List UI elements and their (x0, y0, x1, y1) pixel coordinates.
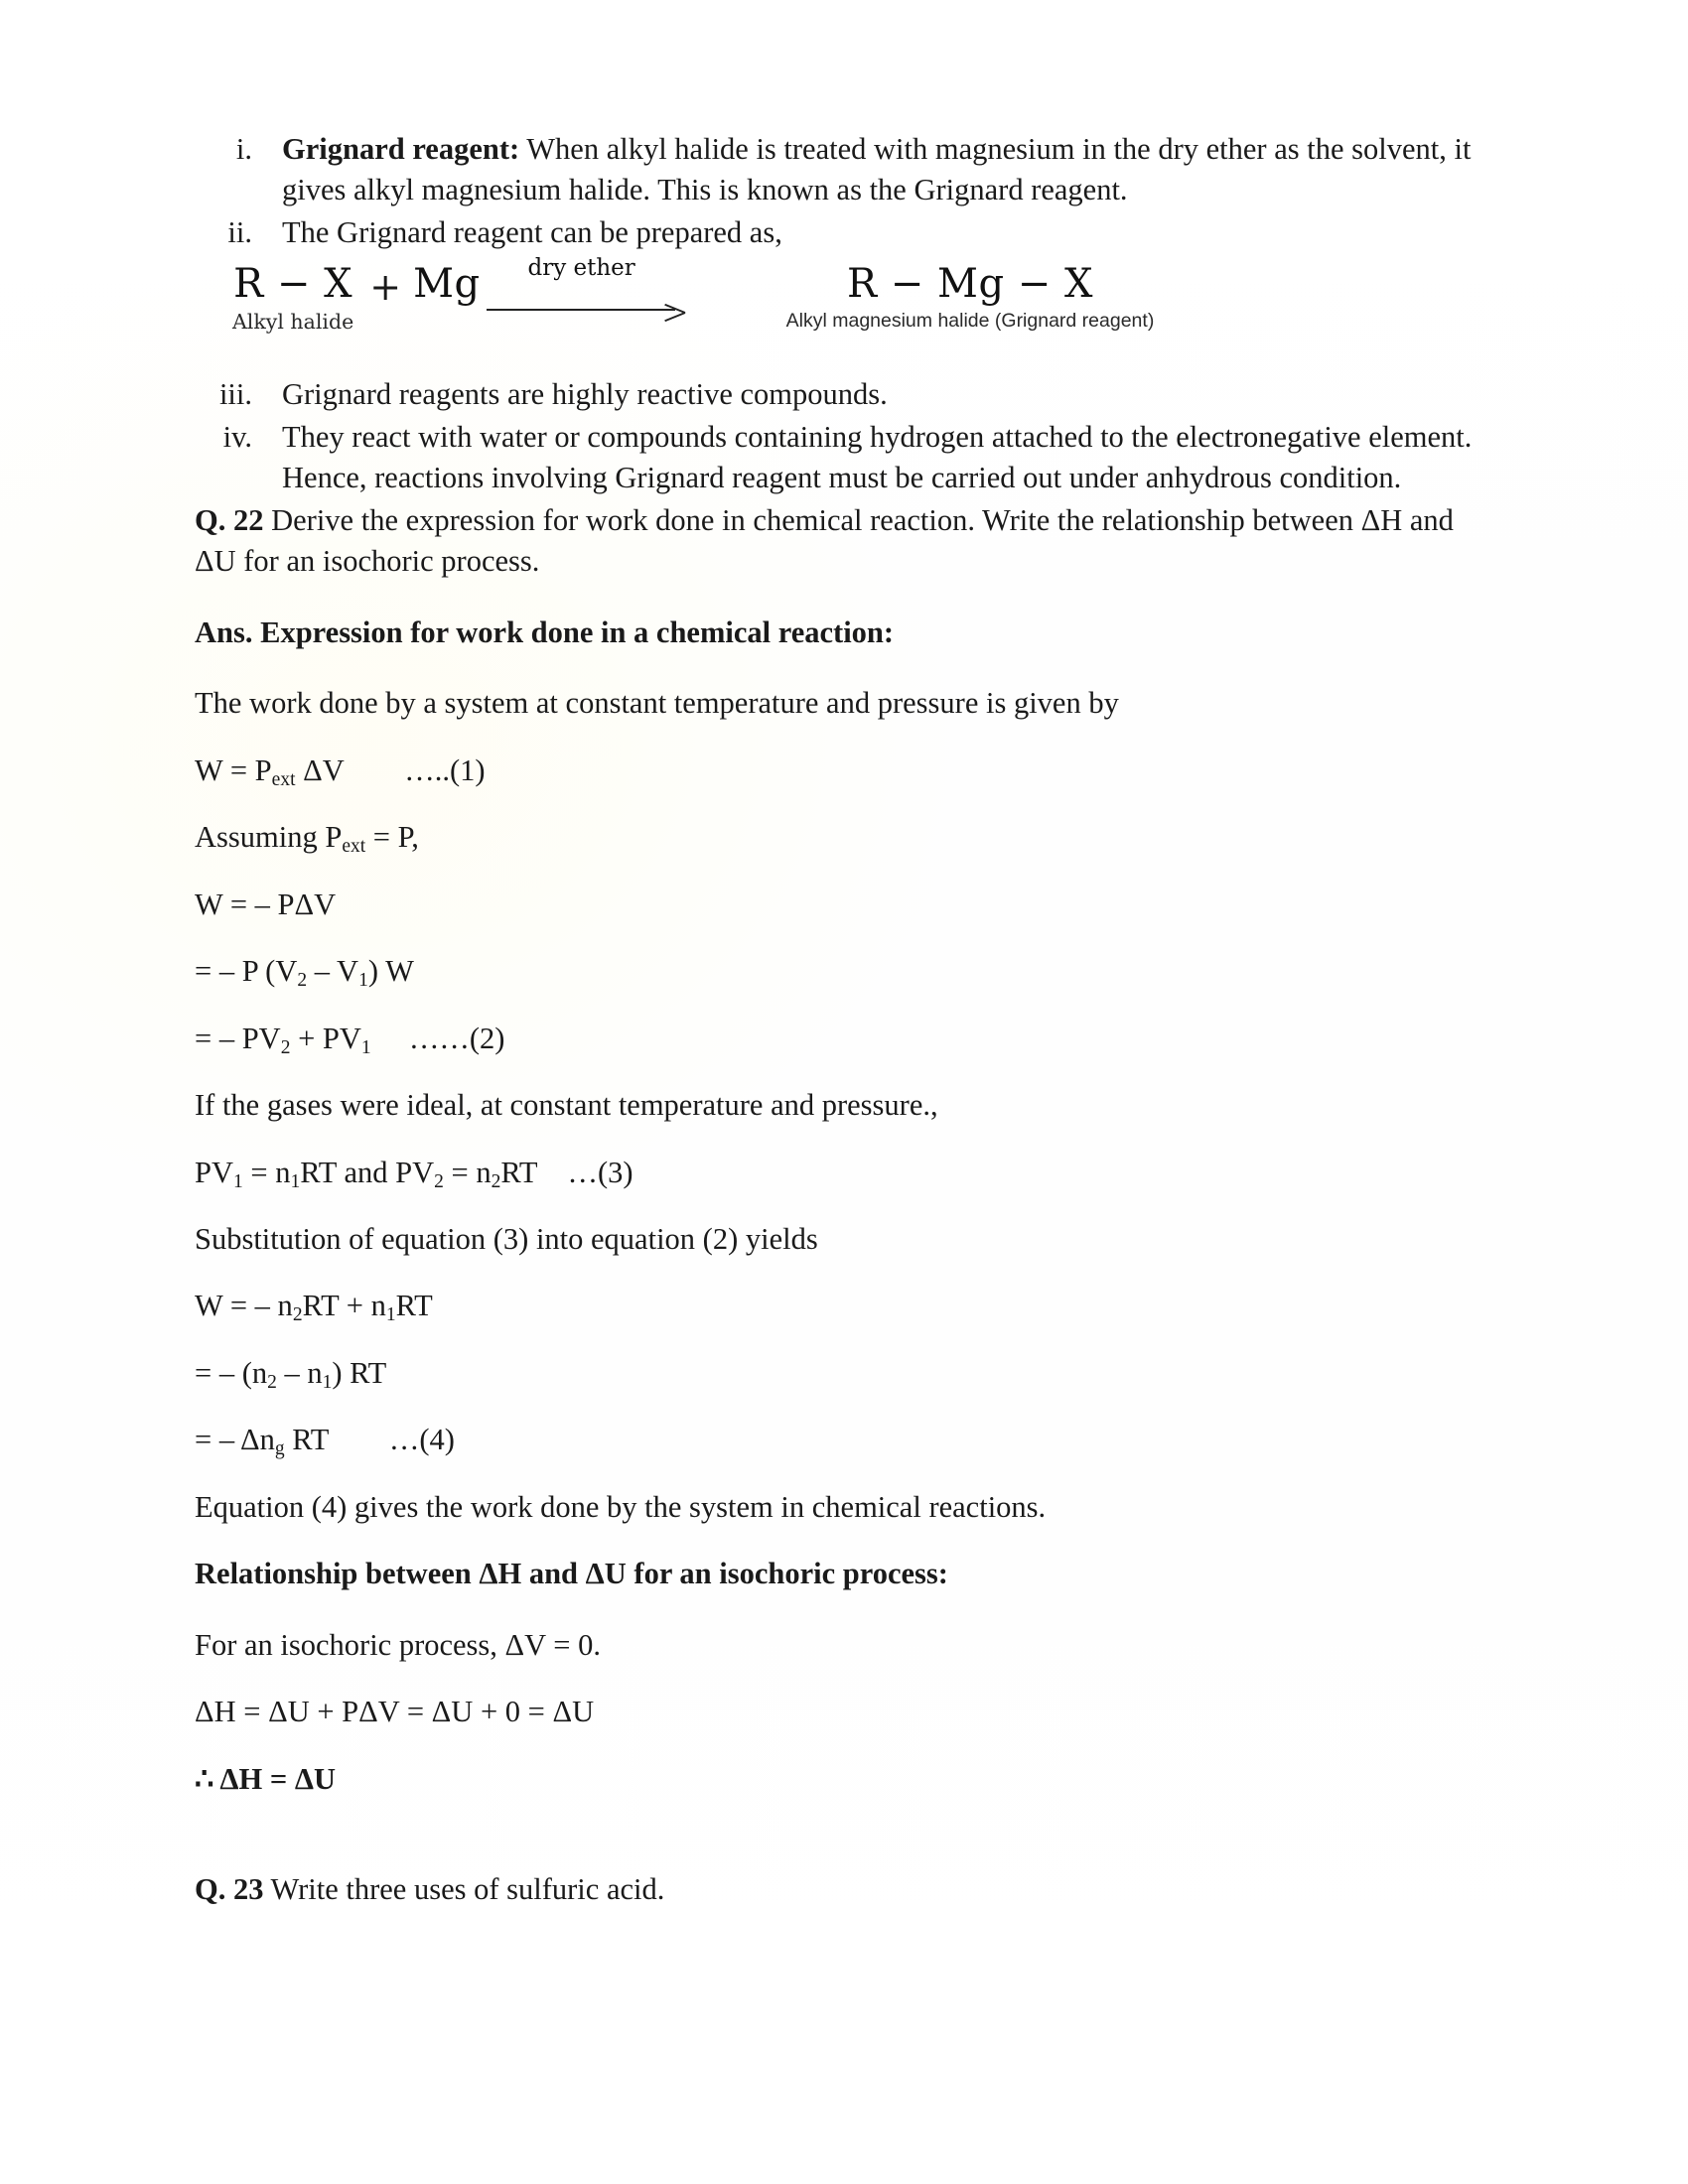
work-n2n1-line (195, 1353, 1485, 1394)
work-pdv-line: W = – PΔV (195, 887, 337, 921)
question-23-number: Q. 23 (195, 1872, 264, 1907)
eq3-sub4: 2 (491, 1170, 501, 1192)
reagent-formula: Mg (413, 261, 481, 308)
eq3-d: = n (443, 1155, 492, 1189)
equation-row (232, 255, 1155, 335)
ideal-gas-line: If the gases were ideal, at constant temperature and pressure., (195, 1088, 938, 1123)
n2n1-c: ) RT (332, 1355, 387, 1390)
nrt-a: W = – n (195, 1289, 293, 1323)
nrt-sub1: 2 (292, 1304, 303, 1326)
document-content (195, 129, 1485, 1941)
v2v1-c: ) W (367, 954, 414, 989)
grignard-list-bottom (195, 374, 1485, 498)
eq3-c: RT and PV (300, 1155, 435, 1189)
grignard-list-top (195, 129, 1485, 253)
list-marker: iv. (222, 419, 252, 454)
product-formula: R − Mg − X (846, 261, 1093, 308)
arrow-condition-label: dry ether (527, 255, 635, 282)
reactant-formula: R − X (233, 261, 353, 308)
relationship-heading: Relationship between ΔH and ΔU for an isochoric process: (195, 1557, 948, 1591)
eq3-sub1: 1 (233, 1170, 243, 1192)
grignard-equation (195, 255, 1485, 370)
equation-reagent (413, 259, 481, 309)
list-item-text: They react with water or compounds containing hydrogen attached to the electronegative element. (282, 419, 1473, 454)
equation-2 (195, 1019, 1485, 1059)
list-marker: i. (235, 132, 252, 166)
reactant-label: Alkyl halide (232, 310, 354, 335)
equation-4-note: Equation (4) gives the work done by the system in chemical reactions. (195, 1489, 1047, 1524)
eq3-sub2: 1 (290, 1170, 301, 1192)
equation-reactant (232, 259, 353, 334)
v2v1-a: = – P (V (195, 954, 298, 989)
question-22-number: Q. 22 (195, 502, 264, 537)
equation-1 (195, 751, 1485, 791)
list-item-note: Hence, reactions involving Grignard reagent must be carried out under anhydrous condition. (282, 461, 1402, 495)
eq2-sub2: 1 (360, 1036, 371, 1058)
list-marker: ii. (227, 214, 252, 249)
reaction-arrow (487, 255, 685, 282)
nrt-b: RT + n (302, 1289, 386, 1323)
list-marker: iii. (218, 377, 252, 412)
substitution-line: Substitution of equation (3) into equation (2) yields (195, 1221, 818, 1256)
equation-product (786, 259, 1155, 332)
arrow-shaft-icon (487, 309, 675, 311)
nrt-c: RT (395, 1289, 433, 1323)
plus-sign: + (369, 265, 402, 310)
product-label: Alkyl magnesium halide (Grignard reagent) (785, 310, 1155, 333)
eq2-b: + PV (290, 1021, 361, 1055)
eq3-a: PV (195, 1155, 233, 1189)
eq3-sub3: 2 (434, 1170, 444, 1192)
eq2-number: ……(2) (408, 1021, 505, 1055)
question-23 (195, 1869, 1485, 1910)
list-item (195, 417, 1485, 499)
list-item (195, 129, 1485, 211)
eq4-sub: g (274, 1438, 285, 1460)
n2n1-sub1: 2 (267, 1371, 277, 1393)
eq2-a: = – PV (195, 1021, 281, 1055)
eq3-number: …(3) (567, 1155, 633, 1189)
eq3-e: RT (500, 1155, 537, 1189)
equation-4 (195, 1420, 1485, 1460)
list-item-lead: Grignard reagent: (282, 132, 520, 166)
list-item (195, 212, 1485, 253)
eq1-pre: W = P (195, 752, 272, 787)
list-item-text: The Grignard reagent can be prepared as, (282, 214, 782, 249)
assuming-sub: ext (342, 836, 366, 858)
n2n1-a: = – (n (195, 1355, 268, 1390)
question-22-text: Derive the expression for work done in chemical reaction. Write the relationship between ΔH and ΔU for an isochoric process. (195, 502, 1454, 579)
assuming-line (195, 817, 1485, 858)
isochoric-line: For an isochoric process, ΔV = 0. (195, 1627, 601, 1662)
work-nrt-line (195, 1286, 1485, 1326)
list-item-text: Grignard reagents are highly reactive compounds. (282, 377, 888, 412)
assuming-post: = P, (365, 820, 419, 855)
list-item (195, 374, 1485, 415)
v2v1-b: – V (307, 954, 359, 989)
conclusion-line: ∴ ΔH = ΔU (195, 1761, 336, 1796)
eq4-b: RT (284, 1423, 329, 1457)
assuming-pre: Assuming P (195, 820, 343, 855)
list-item-text: When alkyl halide is treated with magnesium in the dry ether as the solvent, it gives alkyl magnesium halide. This is known as the Grignard reagent. (282, 132, 1472, 207)
n2n1-sub2: 1 (322, 1371, 333, 1393)
equation-3 (195, 1153, 1485, 1193)
eq1-post: ΔV (295, 752, 345, 787)
eq4-a: = – Δn (195, 1423, 275, 1457)
question-23-text: Write three uses of sulfuric acid. (263, 1872, 665, 1907)
question-22 (195, 500, 1485, 583)
eq3-b: = n (242, 1155, 291, 1189)
eq1-sub: ext (271, 768, 296, 790)
v2v1-sub1: 2 (297, 969, 308, 991)
answer-intro: The work done by a system at constant temperature and pressure is given by (195, 686, 1119, 721)
work-v2v1-line (195, 951, 1485, 992)
nrt-sub2: 1 (385, 1304, 396, 1326)
eq2-sub1: 2 (280, 1036, 291, 1058)
n2n1-b: – n (276, 1355, 323, 1390)
enthalpy-line: ΔH = ΔU + PΔV = ΔU + 0 = ΔU (195, 1695, 595, 1729)
eq1-number: …..(1) (404, 752, 486, 787)
answer-22-heading: Ans. Expression for work done in a chemical reaction: (195, 614, 895, 649)
section-spacer (195, 1826, 1485, 1869)
v2v1-sub2: 1 (358, 969, 368, 991)
eq4-number: …(4) (388, 1423, 455, 1457)
